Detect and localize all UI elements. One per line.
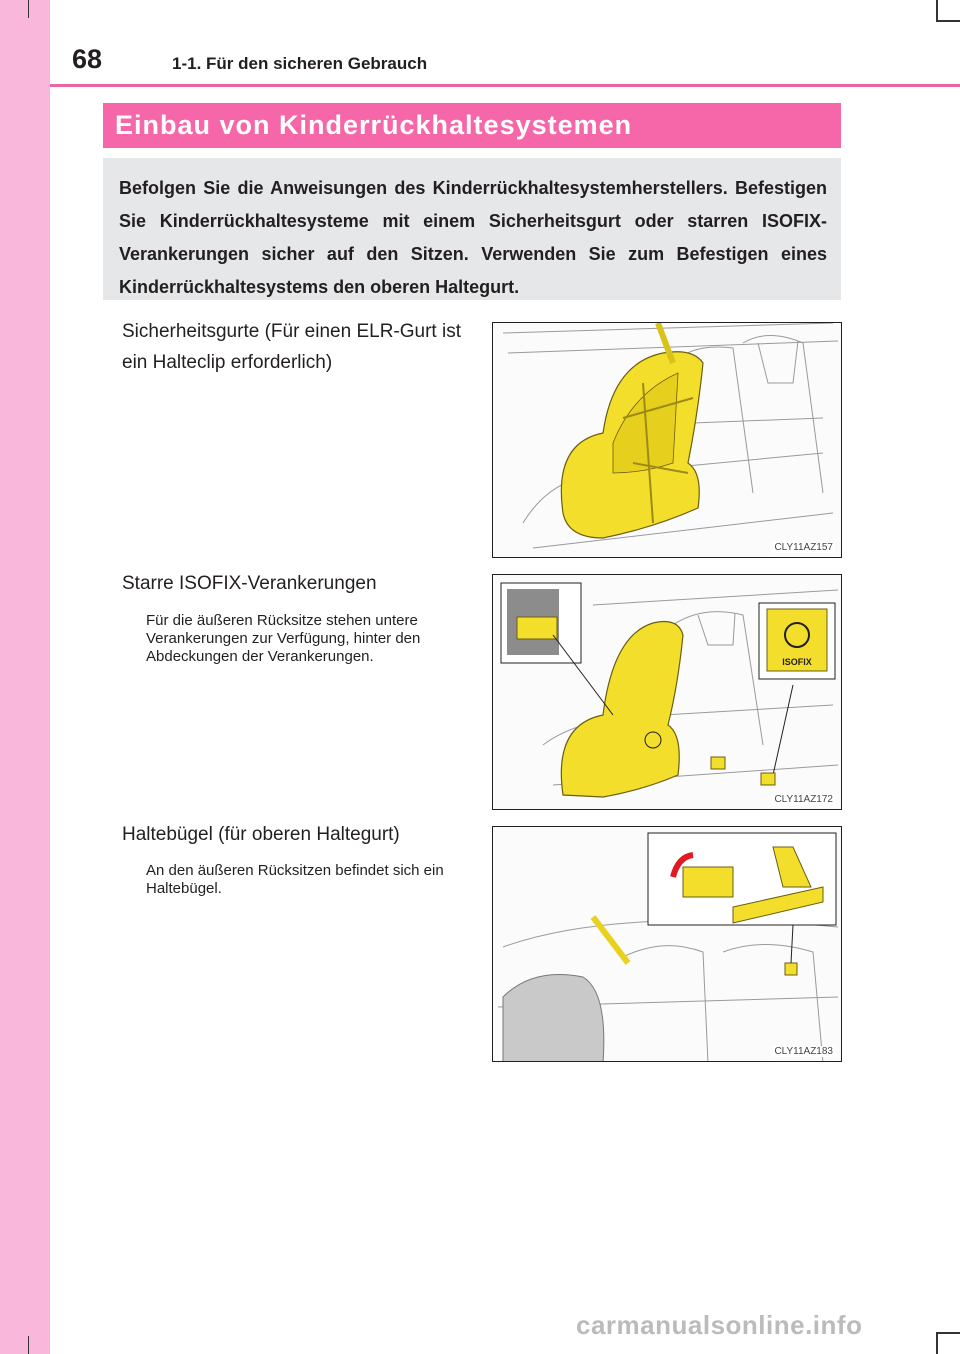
seat-illustration-2 <box>493 575 842 810</box>
figure-code: CLY11AZ183 <box>774 1046 833 1057</box>
item-description-isofix: Für die äußeren Rücksitze stehen untere Verankerungen zur Verfügung, hinter den Abdeckungen der Verankerungen. <box>146 612 421 665</box>
watermark: carmanualsonline.info <box>576 1310 863 1340</box>
item-heading-isofix: Starre ISOFIX-Verankerungen <box>122 573 377 594</box>
crop-mark <box>28 1336 29 1354</box>
page-header <box>50 0 960 88</box>
crop-mark <box>28 0 29 18</box>
seat-illustration-1 <box>493 323 842 558</box>
seat-illustration-3 <box>493 827 842 1062</box>
header-rule <box>50 84 960 87</box>
isofix-badge: ISOFIX <box>782 657 812 667</box>
page-title: Einbau von Kinderrückhaltesystemen <box>103 103 841 148</box>
crop-mark <box>936 1332 960 1334</box>
figure-code: CLY11AZ157 <box>774 542 833 553</box>
crop-mark <box>936 1332 938 1354</box>
figure-seat-belt-installation <box>492 322 842 558</box>
figure-code: CLY11AZ172 <box>774 794 833 805</box>
intro-text: Befolgen Sie die Anweisungen des Kinderrückhaltesystemherstellers. Befestigen Sie Kinderrückhaltesysteme mit einem Sicherheitsgurt oder starren ISOFIX-Verankerungen sicher auf den Sitzen. Verwenden Sie zum Befestigen eines Kinderrückhaltesystems den oberen Haltegurt. <box>103 158 841 300</box>
section-title: 1-1. Für den sicheren Gebrauch <box>172 54 428 73</box>
figure-isofix-anchors <box>492 574 842 810</box>
item-heading-top-tether: Haltebügel (für oberen Haltegurt) <box>122 824 400 845</box>
page-number: 68 <box>72 44 103 74</box>
item-description-top-tether: An den äußeren Rücksitzen befindet sich ein Haltebügel. <box>146 862 444 897</box>
item-heading-seat-belts: Sicherheitsgurte (Für einen ELR-Gurt ist ein Halteclip erforderlich) <box>122 321 461 373</box>
figure-top-tether-anchor <box>492 826 842 1062</box>
side-tab-strip <box>0 0 50 1354</box>
